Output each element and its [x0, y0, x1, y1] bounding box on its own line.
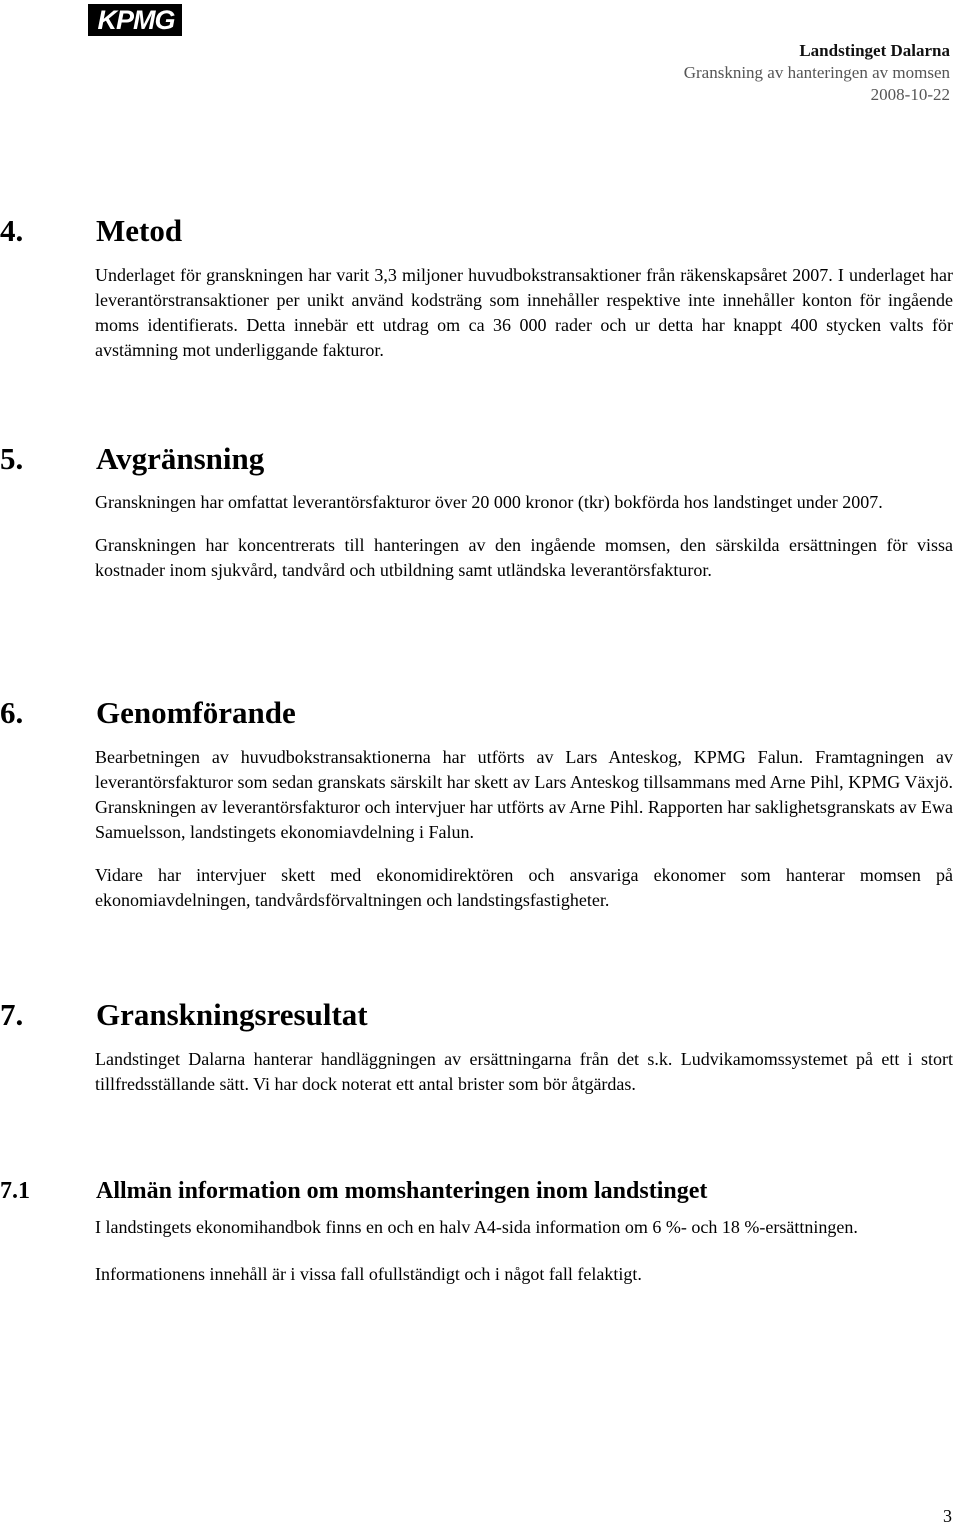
- section-title: Metod: [96, 213, 183, 248]
- section-number: 6.: [0, 695, 24, 730]
- paragraph: Informationens innehåll är i vissa fall ofullständigt och i något fall felaktigt.: [95, 1264, 642, 1284]
- paragraph: Vidare har intervjuer skett med ekonomidirektören och ansvariga ekonomer som hanterar momsen på ekonomiavdelningen, tandvårdsförvaltningen och landstingsfastigheter.: [95, 865, 953, 910]
- paragraph: Landstinget Dalarna hanterar handläggningen av ersättningarna från det s.k. Ludvikamomssystemet på ett i stort tillfredsställande sätt. Vi har dock noterat ett antal brister som bör åtgärdas.: [95, 1049, 953, 1094]
- kpmg-logo: KPMG: [88, 4, 182, 36]
- subsection-heading: [0, 1174, 960, 1208]
- document-header: [684, 40, 950, 106]
- section-title: Avgränsning: [96, 441, 265, 476]
- page-number: 3: [943, 1506, 952, 1526]
- section-granskningsresultat: [0, 995, 960, 1097]
- paragraph: Granskningen har omfattat leverantörsfakturor över 20 000 kronor (tkr) bokförda hos landstinget under 2007.: [95, 492, 883, 512]
- header-date: 2008-10-22: [870, 85, 950, 104]
- header-organization: Landstinget Dalarna: [799, 41, 950, 60]
- section-number: 5.: [0, 441, 24, 476]
- section-heading: [0, 995, 960, 1035]
- section-avgransning: [0, 439, 960, 583]
- paragraph: Underlaget för granskningen har varit 3,3 miljoner huvudbokstransaktioner från räkenskapsåret 2007. I underlaget har leverantörstransaktioner per unikt använd kodsträng som innehåller respektive inte innehåller konton för ingående moms identifierats. Detta innebär ett utdrag om ca 36 000 rader och ur detta har knappt 400 stycken valts för avstämning mot underliggande fakturor.: [95, 265, 953, 360]
- section-allman-information: [0, 1174, 960, 1287]
- paragraph: I landstingets ekonomihandbok finns en och en halv A4-sida information om 6 %- och 18 %-ersättningen.: [95, 1217, 858, 1237]
- subsection-title: Allmän information om momshanteringen inom landstinget: [96, 1178, 708, 1204]
- paragraph: Bearbetningen av huvudbokstransaktionerna har utförts av Lars Anteskog, KPMG Falun. Framtagningen av leverantörsfakturor som sedan granskats särskilt har skett av Lars Anteskog tillsammans med Arne Pihl, KPMG Växjö. Granskningen av leverantörsfakturor och intervjuer har utförts av Arne Pihl. Rapporten har saklighetsgranskats av Ewa Samuelsson, landstingets ekonomiavdelning i Falun.: [95, 747, 953, 842]
- paragraph: Granskningen har koncentrerats till hanteringen av den ingående momsen, den särskilda ersättningen för vissa kostnader inom sjukvård, tandvård och utbildning samt utländska leverantörsfakturor.: [95, 535, 953, 580]
- section-genomforande: [0, 693, 960, 913]
- section-number: 4.: [0, 213, 24, 248]
- section-heading: [0, 211, 960, 251]
- subsection-number: 7.1: [0, 1178, 30, 1204]
- section-metod: [0, 211, 960, 363]
- section-title: Granskningsresultat: [96, 997, 368, 1032]
- section-heading: [0, 693, 960, 733]
- section-title: Genomförande: [96, 695, 296, 730]
- section-heading: [0, 439, 960, 479]
- header-subtitle: Granskning av hanteringen av momsen: [683, 63, 950, 82]
- section-number: 7.: [0, 997, 24, 1032]
